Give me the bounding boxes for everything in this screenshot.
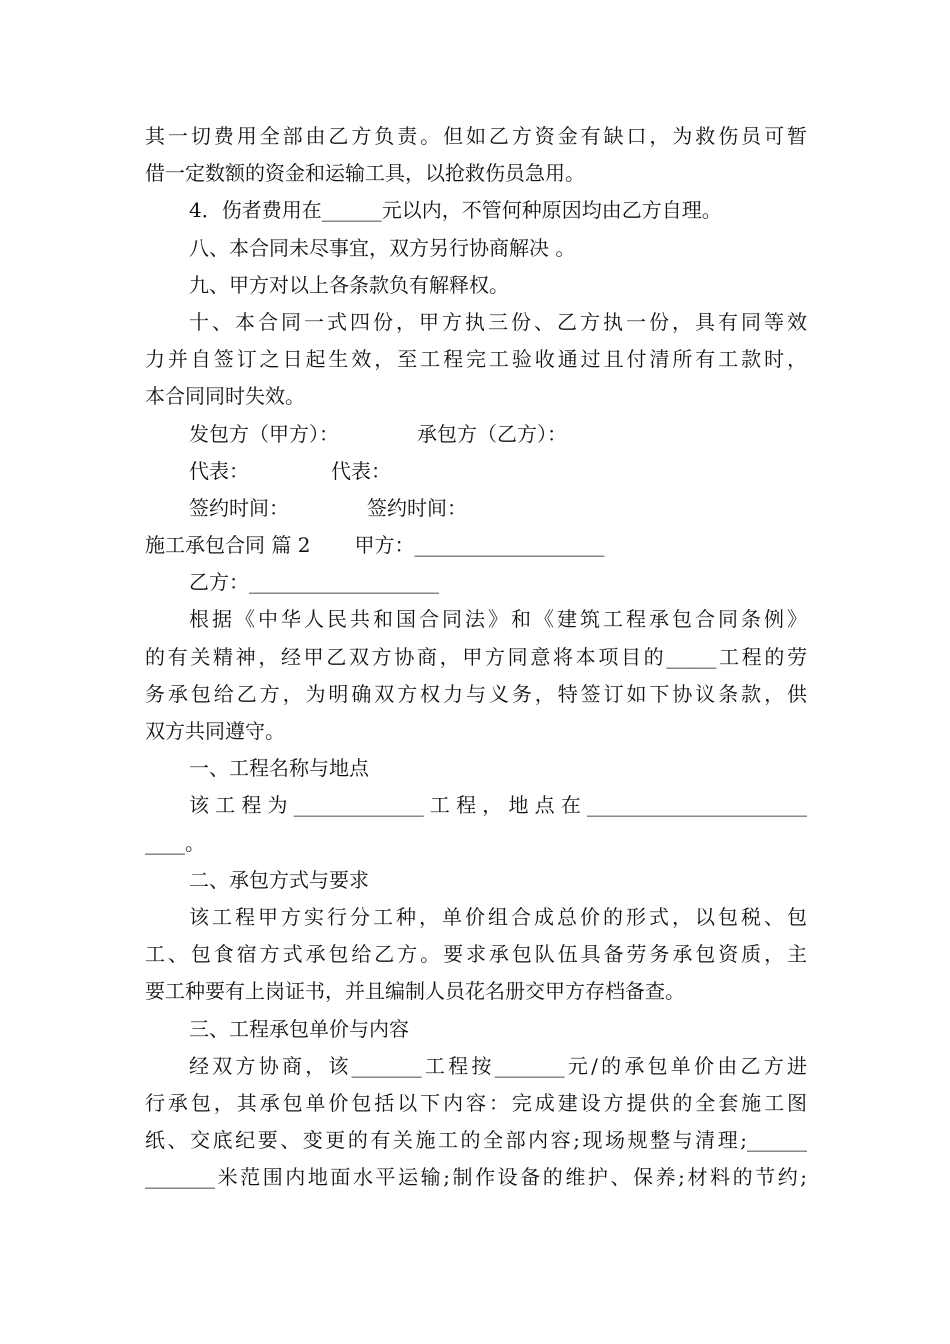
text-line: 根据《中华人民共和国合同法》和《建筑工程承包合同条例》	[189, 607, 807, 632]
heading-line: 二、承包方式与要求	[189, 867, 369, 892]
text-line: _______米范围内地面水平运输;制作设备的维护、保养;材料的节约;	[145, 1165, 807, 1190]
text-line: 务承包给乙方，为明确双方权力与义务，特签订如下协议条款，供	[145, 681, 807, 706]
text-line: 经双方协商，该_______工程按_______元/的承包单价由乙方进	[189, 1053, 807, 1078]
text-line: 要工种要有上岗证书，并且编制人员花名册交甲方存档备查。	[145, 979, 685, 1004]
time-b-label: 签约时间：	[367, 495, 467, 520]
text-line: 八、本合同未尽事宜，双方另行协商解决 。	[189, 235, 576, 260]
text-line: 4．伤者费用在______元以内，不管何种原因均由乙方自理。	[189, 198, 722, 223]
section-title-row	[145, 527, 807, 564]
party-b-label: 承包方（乙方）：	[417, 421, 567, 446]
text-line: 的有关精神，经甲乙双方协商，甲方同意将本项目的_____工程的劳	[145, 644, 807, 669]
party-a-line: 甲方：___________________	[354, 533, 605, 558]
party-b-line: 乙方：___________________	[189, 570, 439, 595]
text-line: 工、包食宿方式承包给乙方。要求承包队伍具备劳务承包资质，主	[145, 942, 807, 967]
signature-row-time	[145, 490, 807, 527]
rep-b-label: 代表：	[331, 458, 391, 483]
time-a-label: 签约时间：	[189, 495, 289, 520]
text-line: 十、本合同一式四份，甲方执三份、乙方执一份，具有同等效	[189, 309, 807, 334]
text-line: 该工程甲方实行分工种，单价组合成总价的形式，以包税、包	[189, 904, 807, 929]
heading-line: 三、工程承包单价与内容	[189, 1016, 409, 1041]
text-line: 纸、交底纪要、变更的有关施工的全部内容;现场规整与清理;______	[145, 1128, 807, 1153]
section-title: 施工承包合同 篇 2	[145, 533, 311, 558]
signature-row-parties	[145, 416, 807, 453]
text-line: 九、甲方对以上各条款负有解释权。	[189, 272, 509, 297]
text-line: 借一定数额的资金和运输工具，以抢救伤员急用。	[145, 161, 585, 186]
text-line: 行承包，其承包单价包括以下内容：完成建设方提供的全套施工图	[145, 1090, 807, 1115]
rep-a-label: 代表：	[189, 458, 249, 483]
text-line: ____。	[145, 830, 205, 855]
text-line: 其一切费用全部由乙方负责。但如乙方资金有缺口，为救伤员可暂	[145, 124, 807, 148]
document-page	[145, 118, 807, 1196]
heading-line: 一、工程名称与地点	[189, 756, 369, 781]
text-line: 力并自签订之日起生效，至工程完工验收通过且付清所有工款时，	[145, 347, 807, 372]
signature-row-representatives	[145, 453, 807, 490]
text-line: 本合同同时失效。	[145, 384, 305, 409]
party-a-label: 发包方（甲方）：	[189, 421, 339, 446]
text-line: 双方共同遵守。	[145, 719, 285, 743]
text-line: 该工程为_____________工程，地点在______________________	[189, 793, 807, 818]
